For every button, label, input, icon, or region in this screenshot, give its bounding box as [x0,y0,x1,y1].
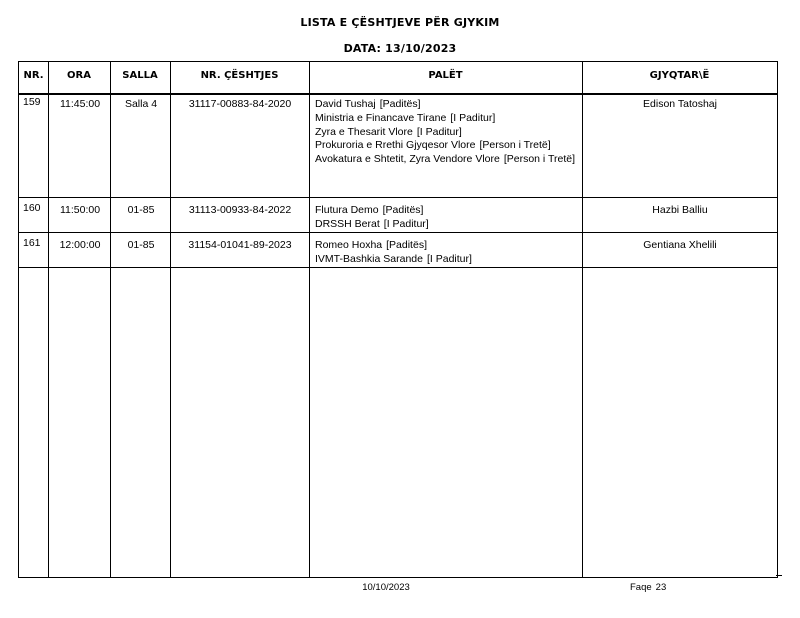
date-value: 13/10/2023 [385,42,457,55]
footer-date: 10/10/2023 [362,582,410,593]
party-role: [Paditës] [386,239,427,251]
row-parties [315,98,583,167]
cases-table [18,61,778,578]
party-line [315,112,583,126]
party-line [315,153,583,167]
footer-page [630,582,666,593]
document-title: LISTA E ÇËSHTJEVE PËR GJYKIM [300,16,500,29]
row-divider [19,197,777,198]
row-judge: Edison Tatoshaj [643,98,717,110]
row-divider [19,267,777,268]
row-nr: 160 [23,202,41,214]
row-judge: Hazbi Balliu [652,204,708,216]
table-bottom-rule [776,575,782,576]
party-line [315,218,583,232]
party-name: Avokatura e Shtetit, Zyra Vendore Vlore [315,153,500,166]
party-role: [I Paditur] [416,125,462,138]
column-divider [110,62,111,577]
header-gjyqtar: GJYQTAR\Ë [649,70,710,81]
column-divider [48,62,49,577]
row-judge: Gentiana Xhelili [643,239,717,251]
row-case-number: 31113-00933-84-2022 [188,204,292,216]
header-ora: ORA [67,70,91,81]
row-divider [19,232,777,233]
row-nr: 161 [23,237,41,249]
party-line [315,98,583,112]
party-role: [I Paditur] [450,111,496,124]
date-label: DATA: [343,42,382,55]
party-role: [Paditës] [382,204,424,216]
row-parties [315,239,583,267]
row-salla: 01-85 [127,239,155,251]
row-parties [315,204,583,232]
party-role: [I Paditur] [383,217,429,230]
column-divider [170,62,171,577]
row-case-number: 31117-00883-84-2020 [188,98,292,110]
party-line [315,204,583,218]
row-salla: Salla 4 [124,98,158,110]
party-line [315,126,583,140]
row-salla: 01-85 [127,204,155,216]
party-name: Ministria e Financave Tirane [315,111,447,124]
party-name: DRSSH Berat [315,217,380,230]
row-nr: 159 [23,96,41,108]
party-role: [Person i Tretë] [479,139,551,152]
row-ora: 11:50:00 [59,204,101,216]
column-divider [309,62,310,577]
party-role: [Person i Tretë] [503,153,576,166]
header-nr: NR. [23,70,44,81]
party-role: [Paditës] [379,98,421,110]
header-salla: SALLA [122,70,158,81]
row-ora: 12:00:00 [59,239,101,251]
row-ora: 11:45:00 [59,98,101,110]
document-date [0,42,800,55]
page-number: 23 [655,582,667,593]
party-name: David Tushaj [315,98,376,110]
party-name: Prokuroria e Rrethi Gjyqesor Vlore [315,139,476,152]
party-name: Romeo Hoxha [315,239,383,251]
party-line [315,139,583,153]
party-line [315,239,583,253]
party-line [315,253,583,267]
header-palet: PALËT [428,70,463,81]
party-name: IVMT-Bashkia Sarande [315,252,423,265]
header-nr-ceshtjes: NR. ÇËSHTJES [200,70,279,81]
party-name: Zyra e Thesarit Vlore [315,125,413,138]
party-name: Flutura Demo [315,204,379,216]
row-case-number: 31154-01041-89-2023 [188,239,292,251]
page-label: Faqe [630,582,652,593]
party-role: [I Paditur] [426,252,472,265]
header-divider [19,93,777,95]
